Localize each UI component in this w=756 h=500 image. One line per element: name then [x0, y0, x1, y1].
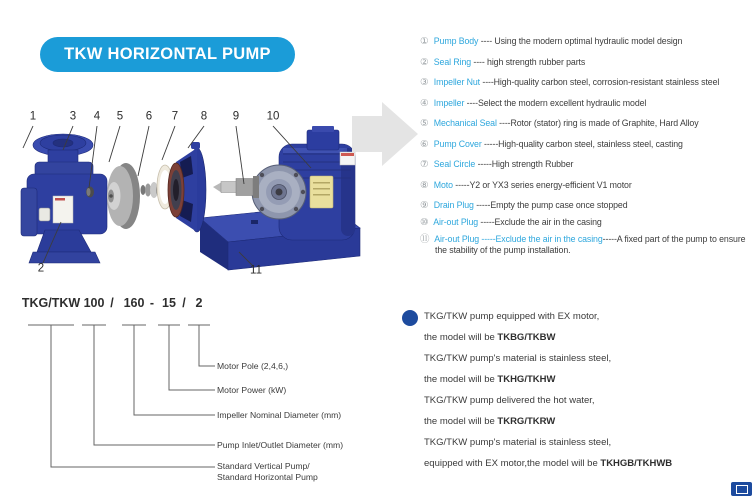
- label-inlet-outlet-diameter: Pump Inlet/Outlet Diameter (mm): [217, 440, 344, 450]
- part-name: Air-out Plug -----Exclude the air in the casing: [434, 234, 603, 244]
- note-line: [424, 374, 752, 386]
- model-code-inlet: 100: [83, 296, 105, 310]
- note-series-prefix: TKG/TKW: [424, 437, 468, 448]
- part-name: Drain Plug: [433, 200, 474, 210]
- part-number-badge: ⑥: [420, 138, 429, 150]
- label-impeller-diameter: Impeller Nominal Diameter (mm): [217, 410, 342, 420]
- model-code-pole: 2: [195, 296, 203, 310]
- note-line: [424, 332, 752, 344]
- label-pump-type: [217, 461, 318, 483]
- part-name: Moto: [433, 179, 453, 190]
- arrow-right-icon: [352, 98, 420, 168]
- part-name: Impeller: [433, 97, 465, 108]
- part-list-item: [420, 159, 754, 170]
- part-description: ----High-quality carbon steel, corrosion-resistant stainless steel: [480, 77, 720, 87]
- part-description: ---- high strength rubber parts: [471, 56, 586, 67]
- part-description: -----Y2 or YX3 series energy-efficient V1 motor: [452, 179, 632, 190]
- note-text: pump's material is stainless steel,: [467, 437, 612, 448]
- part-number-4: 4: [93, 110, 101, 123]
- part-list-item: [420, 118, 754, 129]
- part-number-badge: ⑧: [420, 179, 429, 191]
- part-number-3: 3: [69, 110, 77, 123]
- part-description: -----High strength Rubber: [475, 159, 574, 169]
- note-text: pump equipped with EX motor,: [467, 311, 600, 322]
- part-number-badge: ⑤: [420, 118, 429, 129]
- note-model-code: TKHG/TKHW: [497, 374, 556, 385]
- note-line: [424, 437, 752, 449]
- parts-list: [420, 36, 754, 262]
- part-number-badge: ③: [420, 77, 429, 88]
- model-code-series: TKG/TKW: [21, 296, 81, 310]
- part-list-item: [420, 57, 754, 68]
- label-pump-type-line-1: Standard Vertical Pump/: [217, 461, 310, 471]
- model-code-dash: -: [149, 296, 155, 310]
- part-description: -----Exclude the air in the casing: [478, 217, 602, 227]
- note-line: [424, 458, 752, 470]
- part-list-item: [420, 36, 754, 47]
- part-name: Air-out Plug: [433, 217, 479, 227]
- note-series-prefix: TKG/TKW: [424, 353, 468, 364]
- part-description: -----Empty the pump case once stopped: [473, 200, 628, 210]
- note-bullet-icon: [402, 310, 418, 326]
- part-number-11: 11: [250, 264, 262, 277]
- part-description: ----Rotor (stator) ring is made of Graphite, Hard Alloy: [496, 118, 699, 128]
- part-list-item: [420, 180, 754, 191]
- note-line: [424, 353, 752, 365]
- note-text: equipped with EX motor,the model will be: [424, 458, 601, 469]
- label-motor-power: Motor Power (kW): [217, 385, 287, 395]
- part-list-item: [420, 139, 754, 150]
- note-model-code: TKRG/TKRW: [497, 416, 556, 427]
- part-name: Pump Cover: [433, 138, 482, 149]
- part-number-badge: ①: [420, 36, 429, 47]
- model-variant-notes: [424, 311, 752, 479]
- part-number-2: 2: [37, 262, 45, 275]
- part-name: Pump Body: [433, 36, 479, 46]
- note-text: pump delivered the hot water,: [467, 395, 595, 406]
- part-name: Impeller Nut: [433, 77, 481, 87]
- part-number-1: 1: [29, 110, 37, 123]
- note-line: [424, 395, 752, 407]
- part-number-10: 10: [266, 110, 280, 123]
- model-code-power: 15: [162, 296, 176, 310]
- note-line: [424, 311, 752, 323]
- part-description: ---- Using the modern optimal hydraulic model design: [478, 36, 683, 46]
- part-name: Seal Ring: [433, 56, 472, 67]
- part-number-badge: ⑪: [420, 234, 430, 245]
- note-model-code: TKHGB/TKHWB: [600, 458, 673, 469]
- part-number-8: 8: [200, 110, 208, 123]
- part-number-7: 7: [171, 110, 179, 123]
- model-code-slash-2: /: [182, 296, 186, 310]
- model-code-impeller: 160: [123, 296, 145, 310]
- model-code-slash-1: /: [110, 296, 114, 310]
- part-number-badge: ⑩: [420, 217, 429, 228]
- title-banner: [40, 37, 295, 72]
- part-number-badge: ④: [420, 97, 429, 109]
- note-series-prefix: TKG/TKW: [424, 311, 468, 322]
- note-series-prefix: TKG/TKW: [424, 395, 468, 406]
- nomenclature-lines: [20, 318, 360, 483]
- part-name: Seal Circle: [433, 159, 476, 169]
- label-pump-type-line-2: Standard Horizontal Pump: [217, 472, 318, 482]
- part-description: ----Select the modern excellent hydraulic model: [464, 97, 647, 108]
- part-description: -----A fixed part of the pump to ensure the stability of the pump installation.: [435, 234, 746, 255]
- page-corner-mark: [731, 482, 752, 496]
- note-text: pump's material is stainless steel,: [467, 353, 612, 364]
- part-list-item: [420, 217, 754, 228]
- part-list-item: [420, 98, 754, 109]
- part-number-6: 6: [145, 110, 153, 123]
- pump-exploded-diagram: [15, 100, 375, 295]
- label-motor-pole: Motor Pole (2,4,6,): [217, 361, 289, 371]
- note-line: [424, 416, 752, 428]
- part-name: Mechanical Seal: [433, 118, 497, 128]
- note-model-code: TKBG/TKBW: [497, 332, 556, 343]
- part-list-item: [420, 200, 754, 211]
- page-title: TKW HORIZONTAL PUMP: [64, 45, 271, 63]
- part-number-badge: ⑦: [420, 159, 429, 170]
- part-list-item: [420, 77, 754, 88]
- note-text: the model will be: [424, 374, 498, 385]
- part-number-9: 9: [232, 110, 240, 123]
- part-list-item: [420, 234, 754, 256]
- part-number-5: 5: [116, 110, 124, 123]
- note-text: the model will be: [424, 332, 498, 343]
- part-number-badge: ②: [420, 56, 429, 68]
- note-text: the model will be: [424, 416, 498, 427]
- part-description: -----High-quality carbon steel, stainless steel, casting: [481, 138, 683, 149]
- part-number-badge: ⑨: [420, 200, 429, 211]
